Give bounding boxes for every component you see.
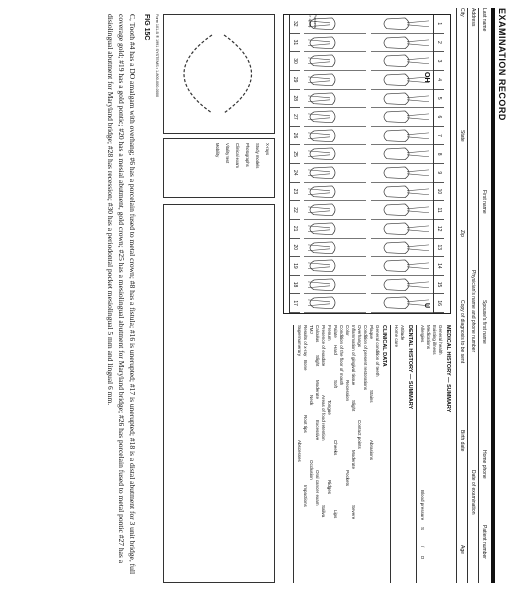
food-retention-label: Areas of food retention <box>321 395 326 441</box>
last-name-label: Last name <box>481 8 487 32</box>
tooth-number: 13 <box>434 239 444 258</box>
inflammation-label: Inflammation of gingival tissue <box>351 325 356 386</box>
calculus-moderate-label: Moderate <box>315 380 320 400</box>
physician-label: Physician's name and phone number <box>470 270 476 353</box>
xray-item: X-rays <box>265 143 270 156</box>
attitude-label: Attitude <box>400 325 405 341</box>
home-care-label: Home care <box>394 325 399 348</box>
tooth-number: 5 <box>434 90 444 109</box>
vitality-test-item: Vitality test <box>225 143 230 164</box>
abrasions-label: Abrasions <box>369 440 374 461</box>
figure-label: FIG 15C <box>143 14 150 41</box>
tooth-number: 12 <box>434 220 444 239</box>
tooth-number: 26 <box>290 127 300 146</box>
neck-label: Neck <box>309 395 314 406</box>
root-tips-label: Root tips <box>303 415 308 433</box>
caption-text: C, Tooth #4 has a DO amalgam with overhang; #6 has a porcelain fused to metal crown; #8 has a fistula; #16 is unerupted; #17 is unerupted; #18 is a distal abutment for 3 unit bridge, full coverage gold; #19 has a gold pontic; #20 has a mesial abutment, gold crown; #25 has a mesiolingual abutment for Maryland bridge; #26 has porcelain fused to metal pontic #27 has a disiolingual abutment for Maryland bridge; #28 has recession; #30 has a periodontal pocket mesiolingual 5 mm and lingual 6 mm. <box>106 14 138 575</box>
occlusion-label: Occlusion <box>309 460 314 480</box>
existing-illness-label: Existing illness <box>432 325 437 355</box>
tooth-number: 9 <box>434 164 444 183</box>
pockets-label: Pockets <box>345 470 350 487</box>
date-of-exam-label: Date of examination <box>470 470 476 515</box>
photographs-item: Photographs <box>245 143 250 167</box>
tooth-number: 22 <box>290 201 300 220</box>
spouse-first-name-label: Spouse's first name <box>481 300 487 344</box>
stains-label: Stains <box>369 390 374 403</box>
clinical-exam-item: Clinical exam <box>235 143 240 168</box>
tooth-number: 6 <box>434 108 444 127</box>
study-models-item: Study models <box>255 143 260 169</box>
tooth-number: 30 <box>290 52 300 71</box>
tooth-number: 15 <box>434 276 444 295</box>
tooth-number: 4 <box>434 71 444 90</box>
bp-s-label: S <box>420 527 425 531</box>
zip-label: Zip <box>459 230 465 237</box>
tooth-number: 16 <box>434 294 444 313</box>
lips-label: Lips <box>333 510 338 519</box>
severe-label: Severe <box>351 505 356 520</box>
pockets-label: Pockets <box>313 14 318 29</box>
tooth-number: 24 <box>290 164 300 183</box>
city-label: City <box>459 8 465 17</box>
form-title: EXAMINATION RECORD <box>497 8 507 121</box>
recession-label: Recession <box>345 380 350 402</box>
saliva-label: Saliva <box>321 505 326 518</box>
state-label: State <box>459 130 465 142</box>
tooth-number: 7 <box>434 127 444 146</box>
pockets-threshold: > 4mm <box>308 15 313 28</box>
blood-pressure-label: Blood pressure <box>420 490 425 521</box>
cheeks-label: Cheeks <box>333 440 338 456</box>
medical-history-title: MEDICAL HISTORY — SUMMARY <box>445 325 451 413</box>
tooth-number: 32 <box>290 15 300 34</box>
xray-results-label: Results of x-ray <box>303 325 308 357</box>
tooth-number: 8 <box>434 145 444 164</box>
copy-of-diagnosis-label: Copy of diagnosis to be sent <box>459 300 465 364</box>
tooth-number: 10 <box>434 183 444 202</box>
plaque-label: Plaque <box>369 325 374 340</box>
slight-label: Slight <box>351 400 356 412</box>
birth-date-label: Birth date <box>459 430 465 452</box>
medications-label: Medications <box>426 325 431 350</box>
allergies-label: Allergies <box>420 325 425 343</box>
tooth-number: 27 <box>290 108 300 127</box>
mobility-item: Mobility <box>215 143 220 158</box>
palate-label: Palate <box>333 325 338 338</box>
general-health-label: General health <box>438 325 443 355</box>
tooth-number: 23 <box>290 183 300 202</box>
chart-mark-u: U <box>423 303 430 309</box>
tooth-number: 31 <box>290 34 300 53</box>
patient-number-label: Patient number <box>481 525 487 559</box>
ridges-label: Ridges <box>327 480 332 495</box>
color-label: Color <box>345 325 350 336</box>
tooth-number: 1 <box>434 15 444 34</box>
moderate-label: Moderate <box>351 450 356 470</box>
form-footer: Form 101-B ® 1991 SYSTEMS • 1-800-000-0000 <box>155 14 159 98</box>
restorations-label: Condition of present restorations <box>363 325 368 391</box>
impactions-label: Impactions <box>303 485 308 507</box>
floor-of-mouth-label: Condition of the floor of mouth <box>339 325 344 386</box>
supernumerary-label: Supernumerary <box>297 325 302 357</box>
tooth-number: 19 <box>290 257 300 276</box>
hard-label: Hard <box>333 345 338 355</box>
figure-caption <box>105 14 151 583</box>
age-label: Age <box>459 545 465 554</box>
bp-separator: / <box>420 546 425 548</box>
tongue-label: Tongue <box>327 400 332 415</box>
contact-points-label: Contact points <box>357 420 362 449</box>
tooth-number: 20 <box>290 239 300 258</box>
dental-history-title: DENTAL HISTORY — SUMMARY <box>407 325 413 410</box>
tooth-number: 21 <box>290 220 300 239</box>
tooth-number: 2 <box>434 34 444 53</box>
calculus-label: Calculus <box>315 325 320 343</box>
home-phone-label: Home phone <box>481 450 487 479</box>
tooth-number: 3 <box>434 52 444 71</box>
first-name-label: First name <box>481 190 487 214</box>
frenum-label: Frenum <box>327 325 332 341</box>
bone-label: Bone <box>303 360 308 371</box>
abscesses-label: Abscesses <box>297 440 302 462</box>
tooth-number: 29 <box>290 71 300 90</box>
clinical-data-title: CLINICAL DATA <box>381 325 387 367</box>
exudate-label: Presence of exudate <box>321 325 326 367</box>
overhangs-label: Overhangs <box>357 325 362 348</box>
chart-mark-oh: OH <box>423 72 430 83</box>
oral-cancer-label: Oral cancer exam <box>315 470 320 506</box>
general-condition-label: General condition of teeth <box>375 325 380 377</box>
tmj-label: TMJ <box>309 325 314 334</box>
tooth-number: 11 <box>434 201 444 220</box>
soft-label: Soft <box>333 380 338 389</box>
tooth-number: 14 <box>434 257 444 276</box>
tooth-number: 18 <box>290 276 300 295</box>
tooth-number: 17 <box>290 294 300 313</box>
excessive-label: Excessive <box>315 420 320 441</box>
calculus-slight-label: Slight <box>315 355 320 367</box>
tooth-number: 28 <box>290 90 300 109</box>
tooth-number: 25 <box>290 145 300 164</box>
bp-d-label: D <box>420 556 425 560</box>
address-label: Address <box>470 8 476 27</box>
